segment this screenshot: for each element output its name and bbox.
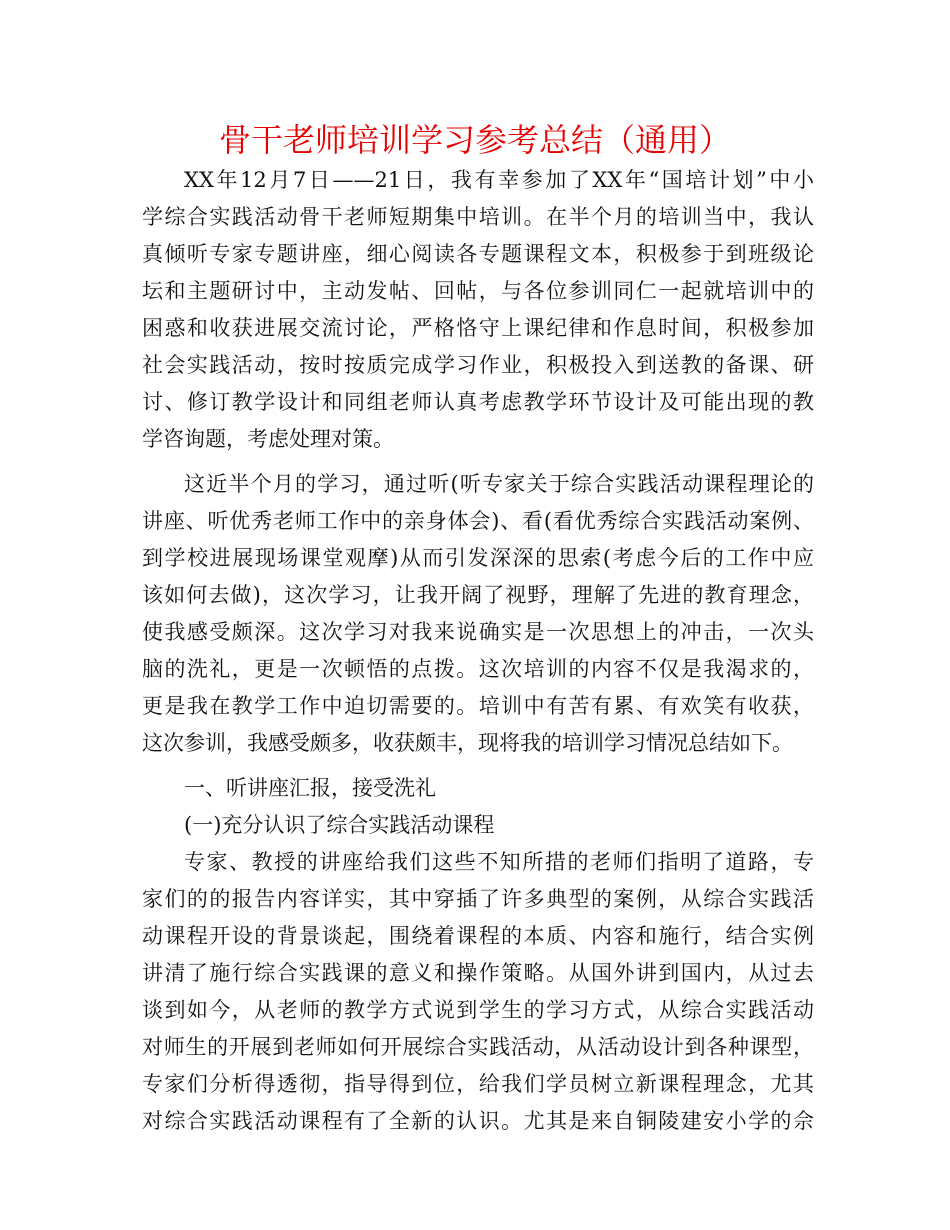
text-line: (一)充分认识了综合实践活动课程 xyxy=(184,813,495,837)
document-body xyxy=(142,162,814,1140)
paragraph xyxy=(142,466,814,762)
paragraph xyxy=(142,844,814,1140)
text-line: 困惑和收获进展交流讨论，严格恪守上课纪律和作息时间，积极参加 xyxy=(142,316,814,340)
text-line: 讲清了施行综合实践课的意义和操作策略。从国外讲到国内，从过去 xyxy=(142,961,814,985)
text-line: 对综合实践活动课程有了全新的认识。尤其是来自铜陵建安小学的佘 xyxy=(142,1109,814,1133)
text-line: 这近半个月的学习，通过听(听专家关于综合实践活动课程理论的 xyxy=(184,472,814,496)
section-heading xyxy=(142,770,814,807)
text-line: 学咨询题，考虑处理对策。 xyxy=(142,427,394,451)
text-line: 谈到如今，从老师的教学方式说到学生的学习方式，从综合实践活动 xyxy=(142,998,814,1022)
text-line: 真倾听专家专题讲座，细心阅读各专题课程文本，积极参于到班级论 xyxy=(142,242,814,266)
text-line: XX年12月7日——21日，我有幸参加了XX年“国培计划”中小 xyxy=(184,168,814,192)
text-line: 到学校进展现场课堂观摩)从而引发深深的思索(考虑今后的工作中应 xyxy=(142,546,814,570)
paragraph xyxy=(142,162,814,458)
document-title: 骨干老师培训学习参考总结（通用） xyxy=(218,121,731,159)
text-line: 更是我在教学工作中迫切需要的。培训中有苦有累、有欢笑有收获， xyxy=(142,694,814,718)
text-line: 社会实践活动，按时按质完成学习作业，积极投入到送教的备课、研 xyxy=(142,353,814,377)
text-line: 对师生的开展到老师如何开展综合实践活动，从活动设计到各种课型， xyxy=(142,1035,814,1059)
text-line: 这次参训，我感受颇多，收获颇丰，现将我的培训学习情况总结如下。 xyxy=(142,731,793,755)
text-line: 家们的的报告内容详实，其中穿插了许多典型的案例，从综合实践活 xyxy=(142,887,814,911)
text-line: 讲座、听优秀老师工作中的亲身体会)、看(看优秀综合实践活动案例、 xyxy=(142,509,814,533)
text-line: 脑的洗礼，更是一次顿悟的点拨。这次培训的内容不仅是我渴求的， xyxy=(142,657,814,681)
text-line: 学综合实践活动骨干老师短期集中培训。在半个月的培训当中，我认 xyxy=(142,205,814,229)
text-line: 该如何去做)，这次学习，让我开阔了视野，理解了先进的教育理念， xyxy=(142,583,814,607)
text-line: 讨、修订教学设计和同组老师认真考虑教学环节设计及可能出现的教 xyxy=(142,390,814,414)
text-line: 动课程开设的背景谈起，围绕着课程的本质、内容和施行，结合实例 xyxy=(142,924,814,948)
text-line: 一、听讲座汇报，接受洗礼 xyxy=(184,776,436,800)
text-line: 专家们分析得透彻，指导得到位，给我们学员树立新课程理念，尤其 xyxy=(142,1072,814,1096)
subsection-heading xyxy=(142,807,814,844)
text-line: 使我感受颇深。这次学习对我来说确实是一次思想上的冲击，一次头 xyxy=(142,620,814,644)
text-line: 专家、教授的讲座给我们这些不知所措的老师们指明了道路，专 xyxy=(184,850,814,874)
text-line: 坛和主题研讨中，主动发帖、回帖，与各位参训同仁一起就培训中的 xyxy=(142,279,814,303)
